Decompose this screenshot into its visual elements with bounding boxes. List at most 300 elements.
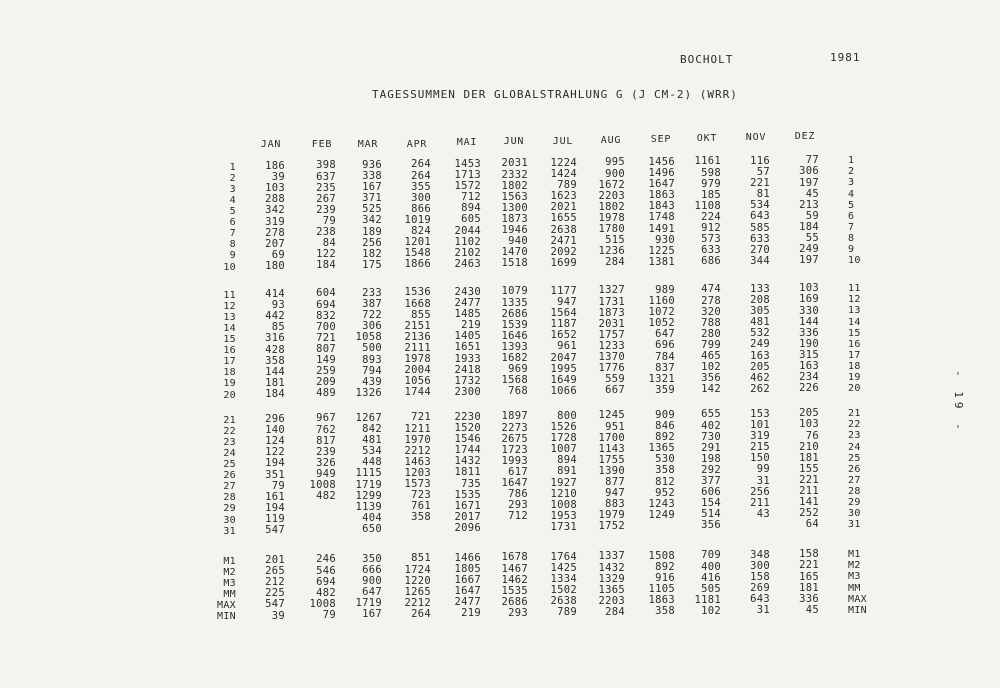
table-cell: 197 <box>799 176 819 189</box>
table-cell: 465 <box>701 350 721 363</box>
table-cell: 842 <box>362 423 382 436</box>
table-cell: 1008 <box>550 498 577 511</box>
table-cell: 262 <box>750 382 770 395</box>
table-cell: 1496 <box>648 167 675 179</box>
table-cell: 585 <box>750 221 770 234</box>
table-cell: 1682 <box>501 352 528 365</box>
table-cell: 514 <box>701 508 721 521</box>
row-label-right: 7 <box>848 221 855 233</box>
row-label: 23 <box>223 436 236 448</box>
table-cell: 1744 <box>404 386 431 399</box>
table-cell: 55 <box>805 232 819 245</box>
table-cell: 1748 <box>648 211 675 224</box>
table-cell: 2418 <box>454 363 481 376</box>
table-cell: 824 <box>411 225 431 238</box>
table-cell: 2203 <box>598 189 625 202</box>
table-cell: 2031 <box>598 317 625 330</box>
row-label-right: M3 <box>848 571 861 583</box>
month-header: JUL <box>552 136 574 147</box>
table-cell: 637 <box>316 170 336 183</box>
row-label: 3 <box>229 183 236 195</box>
row-label-right: 1 <box>848 155 855 167</box>
table-cell: 916 <box>655 572 675 585</box>
table-cell: 1927 <box>550 476 577 489</box>
table-cell: 2092 <box>550 245 577 258</box>
table-cell: 481 <box>362 434 382 447</box>
table-cell: 1723 <box>501 443 528 456</box>
table-cell: 1161 <box>694 155 721 168</box>
table-cell: 319 <box>750 430 770 443</box>
table-cell: 893 <box>362 353 382 366</box>
table-cell: 269 <box>750 582 770 595</box>
table-cell: 633 <box>750 232 770 245</box>
table-cell: 525 <box>362 203 382 216</box>
table-cell: 371 <box>362 192 382 205</box>
table-cell: 1201 <box>404 236 431 249</box>
table-cell: 1463 <box>404 455 431 468</box>
table-cell: 1978 <box>404 353 431 366</box>
row-label: 24 <box>223 447 236 459</box>
table-cell: 1539 <box>501 318 528 331</box>
table-cell: 194 <box>265 457 285 470</box>
table-cell: 721 <box>411 411 431 424</box>
table-cell: 2686 <box>501 595 528 608</box>
table-cell: 482 <box>316 490 336 503</box>
table-cell: 342 <box>362 214 382 227</box>
row-label-right: 14 <box>848 316 861 328</box>
month-header: FEB <box>311 139 333 150</box>
table-cell: 185 <box>701 188 721 201</box>
row-label: 27 <box>223 481 236 493</box>
table-cell: 1564 <box>550 307 577 320</box>
table-cell: 2300 <box>454 385 481 398</box>
table-cell: 2638 <box>550 595 577 608</box>
table-cell: 239 <box>316 445 336 458</box>
table-cell: 2430 <box>454 285 481 298</box>
table-cell: 606 <box>701 486 721 499</box>
table-cell: 1066 <box>550 384 577 397</box>
table-cell: 1326 <box>355 386 382 399</box>
table-cell: 265 <box>265 565 285 578</box>
table-cell: 293 <box>508 499 528 512</box>
table-cell: 2471 <box>550 234 577 247</box>
table-cell: 2102 <box>454 246 481 259</box>
table-cell: 442 <box>265 310 285 323</box>
table-cell: 186 <box>265 160 285 172</box>
row-label-right: M1 <box>848 549 861 561</box>
table-cell: 278 <box>265 226 285 239</box>
table-cell: 205 <box>799 407 819 420</box>
table-cell: 800 <box>557 409 577 422</box>
table-cell: 643 <box>750 593 770 606</box>
table-cell: 180 <box>265 259 285 272</box>
row-label-right: 27 <box>848 474 861 486</box>
table-cell: 296 <box>265 413 285 425</box>
table-cell: 158 <box>799 548 819 561</box>
table-cell: 39 <box>271 609 285 622</box>
table-cell: 1203 <box>404 466 431 479</box>
table-cell: 1225 <box>648 244 675 257</box>
table-cell: 1535 <box>454 488 481 501</box>
table-cell: 1668 <box>404 297 431 310</box>
table-cell: 209 <box>316 376 336 389</box>
table-cell: 319 <box>265 215 285 228</box>
month-header: AUG <box>600 135 622 146</box>
month-header: DEZ <box>794 131 816 142</box>
row-label: 1 <box>229 161 236 173</box>
table-cell: 949 <box>316 467 336 480</box>
table-cell: 1072 <box>648 306 675 319</box>
table-cell: 1764 <box>550 550 577 563</box>
table-cell: 686 <box>701 255 721 268</box>
table-cell: 547 <box>265 598 285 611</box>
table-cell: 211 <box>799 485 819 498</box>
table-cell: 2203 <box>598 594 625 607</box>
table-cell: 969 <box>508 363 528 376</box>
table-cell: 77 <box>805 154 819 167</box>
row-label: 25 <box>223 459 236 470</box>
row-label-right: 21 <box>848 408 861 420</box>
table-cell: 900 <box>605 167 625 180</box>
table-cell: 1573 <box>404 478 431 491</box>
table-cell: 167 <box>362 608 382 621</box>
table-cell: 181 <box>799 451 819 464</box>
table-cell: 2017 <box>454 510 481 523</box>
table-cell: 256 <box>362 236 382 249</box>
table-cell: 768 <box>508 385 528 398</box>
table-cell: 184 <box>316 259 336 272</box>
table-cell: 712 <box>461 191 481 204</box>
table-cell: 2212 <box>404 596 431 609</box>
table-cell: 1946 <box>501 224 528 237</box>
table-cell: 559 <box>605 373 625 386</box>
table-cell: 330 <box>799 304 819 317</box>
table-cell: 721 <box>316 331 336 344</box>
table-cell: 225 <box>265 587 285 600</box>
table-cell: 1424 <box>550 168 577 181</box>
table-cell: 256 <box>750 485 770 498</box>
table-cell: 144 <box>265 365 285 378</box>
table-cell: 786 <box>508 488 528 501</box>
table-cell: 2273 <box>501 421 528 434</box>
table-cell: 338 <box>362 170 382 183</box>
table-cell: 2004 <box>404 364 431 377</box>
table-cell: 1651 <box>454 341 481 354</box>
row-label-right: 19 <box>848 372 861 383</box>
table-cell: 789 <box>557 179 577 192</box>
table-cell: 696 <box>655 339 675 352</box>
table-cell: 891 <box>557 465 577 478</box>
table-cell: 270 <box>750 243 770 256</box>
table-cell: 358 <box>655 464 675 477</box>
row-label-right: MIN <box>848 604 867 616</box>
table-cell: 1102 <box>454 235 481 248</box>
table-cell: 198 <box>701 452 721 465</box>
table-cell: 846 <box>655 420 675 432</box>
table-cell: 1432 <box>454 455 481 468</box>
row-label-right: 3 <box>848 177 855 189</box>
table-cell: 1863 <box>648 594 675 607</box>
table-cell: 1731 <box>550 520 577 533</box>
table-cell: 205 <box>750 360 770 373</box>
table-cell: 300 <box>750 560 770 572</box>
table-cell: 39 <box>271 171 285 184</box>
table-cell: 69 <box>271 248 285 261</box>
table-cell: 546 <box>316 564 336 577</box>
table-cell: 1502 <box>550 584 577 597</box>
table-cell: 1008 <box>309 479 336 492</box>
table-cell: 79 <box>271 479 285 492</box>
table-cell: 462 <box>750 371 770 384</box>
table-cell: 85 <box>271 321 285 334</box>
table-cell: 532 <box>750 327 770 340</box>
row-label: MIN <box>217 611 236 623</box>
table-cell: 489 <box>316 387 336 400</box>
table-cell: 2230 <box>454 410 481 423</box>
row-label-right: MM <box>848 582 861 594</box>
row-label-right: 5 <box>848 199 855 211</box>
row-label: 18 <box>223 367 236 379</box>
month-header: NOV <box>745 132 767 143</box>
row-label: M1 <box>223 555 236 567</box>
table-cell: 76 <box>805 429 819 442</box>
table-cell: 224 <box>701 210 721 223</box>
table-cell: 812 <box>655 475 675 488</box>
table-cell: 2477 <box>454 297 481 310</box>
table-cell: 1267 <box>355 411 382 424</box>
table-cell: 189 <box>362 225 382 238</box>
table-cell: 1508 <box>648 549 675 562</box>
table-cell: 1236 <box>598 245 625 258</box>
table-cell: 877 <box>605 476 625 489</box>
table-cell: 1108 <box>694 199 721 212</box>
table-cell: 182 <box>362 247 382 260</box>
table-cell: 344 <box>750 254 770 267</box>
row-label-right: 16 <box>848 338 861 350</box>
table-cell: 1647 <box>454 585 481 598</box>
table-cell: 150 <box>750 452 770 465</box>
table-cell: 1008 <box>309 597 336 610</box>
table-cell: 31 <box>756 474 770 487</box>
table-cell: 103 <box>799 282 819 295</box>
row-label: M2 <box>223 566 236 578</box>
table-cell: 1897 <box>501 410 528 423</box>
table-cell: 2151 <box>404 319 431 332</box>
table-cell: 238 <box>316 226 336 239</box>
table-cell: 1224 <box>550 156 577 169</box>
table-cell: 119 <box>265 512 285 525</box>
table-cell: 300 <box>411 191 431 204</box>
table-cell: 967 <box>316 412 336 425</box>
row-label: 13 <box>223 311 236 323</box>
table-cell: 1365 <box>598 583 625 596</box>
table-cell: 264 <box>411 169 431 182</box>
table-cell: 979 <box>701 177 721 190</box>
table-cell: 650 <box>362 522 382 535</box>
table-cell: 892 <box>655 431 675 444</box>
table-cell: 221 <box>750 177 770 190</box>
row-label: 29 <box>223 503 236 515</box>
table-cell: 1535 <box>501 584 528 597</box>
table-cell: 2021 <box>550 201 577 214</box>
table-cell: 140 <box>265 424 285 437</box>
table-cell: 1335 <box>501 296 528 309</box>
table-cell: 142 <box>701 383 721 396</box>
table-cell: 1699 <box>550 256 577 269</box>
table-cell: 398 <box>316 159 336 172</box>
table-cell: 103 <box>799 418 819 431</box>
table-cell: 947 <box>557 296 577 309</box>
table-cell: 762 <box>316 423 336 436</box>
table-cell: 1719 <box>355 478 382 491</box>
table-cell: 154 <box>701 497 721 510</box>
table-cell: 1672 <box>598 178 625 191</box>
table-cell: 212 <box>265 576 285 589</box>
table-cell: 1405 <box>454 330 481 343</box>
table-cell: 2477 <box>454 596 481 609</box>
table-cell: 1655 <box>550 212 577 225</box>
table-cell: 99 <box>756 463 770 476</box>
row-label: 21 <box>223 414 236 426</box>
table-cell: 249 <box>799 243 819 256</box>
table-cell: 101 <box>750 419 770 431</box>
table-cell: 175 <box>362 258 382 271</box>
table-cell: 428 <box>265 343 285 356</box>
table-cell: 448 <box>362 456 382 469</box>
table-cell: 700 <box>316 320 336 333</box>
table-cell: 866 <box>411 202 431 215</box>
table-title: TAGESSUMMEN DER GLOBALSTRAHLUNG G (J CM-2) (WRR) <box>372 88 738 101</box>
table-cell: 264 <box>411 158 431 171</box>
row-label-right: 15 <box>848 327 861 339</box>
table-cell: 1187 <box>550 318 577 331</box>
table-cell: 1249 <box>648 508 675 521</box>
table-cell: 259 <box>316 365 336 378</box>
table-cell: 1321 <box>648 372 675 385</box>
table-cell: 358 <box>411 511 431 524</box>
table-cell: 794 <box>362 364 382 377</box>
table-cell: 181 <box>265 376 285 389</box>
table-cell: 116 <box>750 154 770 167</box>
table-cell: 1425 <box>550 562 577 575</box>
table-cell: 1300 <box>501 201 528 214</box>
row-label: 28 <box>223 492 236 504</box>
table-cell: 1381 <box>648 255 675 268</box>
row-label-right: 17 <box>848 349 861 361</box>
table-cell: 1019 <box>404 213 431 226</box>
table-cell: 1334 <box>550 573 577 586</box>
row-label-right: 13 <box>848 305 861 317</box>
table-cell: 1337 <box>598 550 625 563</box>
table-cell: 284 <box>605 256 625 269</box>
row-label: 6 <box>229 217 236 229</box>
table-cell: 158 <box>750 571 770 584</box>
table-cell: 122 <box>316 248 336 261</box>
table-cell: 1563 <box>501 190 528 203</box>
table-cell: 605 <box>461 213 481 226</box>
table-cell: 1462 <box>501 573 528 586</box>
table-cell: 79 <box>322 608 336 621</box>
row-label: 20 <box>223 389 236 401</box>
row-label: 8 <box>229 239 236 251</box>
table-cell: 1802 <box>598 200 625 213</box>
table-cell: 264 <box>411 607 431 620</box>
table-cell: 284 <box>605 605 625 618</box>
table-cell: 1802 <box>501 179 528 192</box>
table-cell: 1365 <box>648 442 675 455</box>
row-label-right: 9 <box>848 244 855 255</box>
row-label-right: M2 <box>848 560 861 572</box>
row-label-right: 2 <box>848 166 855 178</box>
table-cell: 1243 <box>648 497 675 510</box>
month-header: MAI <box>456 137 478 148</box>
row-label-right: 24 <box>848 441 861 453</box>
table-cell: 1056 <box>404 375 431 388</box>
table-cell: 163 <box>799 360 819 373</box>
table-cell: 316 <box>265 332 285 345</box>
row-label-right: 6 <box>848 210 855 222</box>
row-label: MM <box>223 588 236 600</box>
row-label-right: 31 <box>848 519 861 531</box>
table-cell: 837 <box>655 361 675 374</box>
table-cell: 387 <box>362 298 382 311</box>
table-cell: 951 <box>605 420 625 433</box>
row-label: 16 <box>223 345 236 357</box>
table-cell: 181 <box>799 581 819 594</box>
table-cell: 2047 <box>550 351 577 364</box>
table-cell: 855 <box>411 308 431 321</box>
month-header: MAR <box>357 139 379 150</box>
table-cell: 1546 <box>454 433 481 446</box>
table-cell: 133 <box>750 282 770 295</box>
table-cell: 1652 <box>550 329 577 342</box>
table-cell: 336 <box>799 326 819 339</box>
table-cell: 144 <box>799 315 819 328</box>
table-cell: 1671 <box>454 499 481 512</box>
table-cell: 1713 <box>454 169 481 182</box>
table-cell: 190 <box>799 337 819 350</box>
table-cell: 219 <box>461 319 481 332</box>
table-cell: 930 <box>655 233 675 246</box>
table-cell: 1572 <box>454 180 481 193</box>
table-cell: 93 <box>271 299 285 312</box>
table-cell: 1233 <box>598 339 625 352</box>
table-cell: 358 <box>655 605 675 618</box>
table-cell: 320 <box>701 305 721 318</box>
table-cell: 952 <box>655 486 675 499</box>
table-cell: 500 <box>362 342 382 355</box>
table-cell: 883 <box>605 498 625 511</box>
table-cell: 474 <box>701 283 721 296</box>
table-cell: 1052 <box>648 317 675 330</box>
table-cell: 1211 <box>404 422 431 435</box>
table-cell: 194 <box>265 501 285 514</box>
table-cell: 694 <box>316 575 336 588</box>
table-cell: 1548 <box>404 247 431 260</box>
table-cell: 989 <box>655 283 675 296</box>
table-cell: 1811 <box>454 466 481 479</box>
row-label-right: 4 <box>848 188 855 200</box>
table-cell: 234 <box>799 371 819 384</box>
row-label-right: 26 <box>848 463 861 475</box>
table-cell: 1007 <box>550 443 577 456</box>
table-cell: 598 <box>701 166 721 179</box>
row-label-right: 23 <box>848 430 861 442</box>
table-cell: 184 <box>799 220 819 233</box>
table-cell: 1700 <box>598 431 625 444</box>
table-cell: 291 <box>701 441 721 454</box>
table-cell: 1210 <box>550 487 577 500</box>
